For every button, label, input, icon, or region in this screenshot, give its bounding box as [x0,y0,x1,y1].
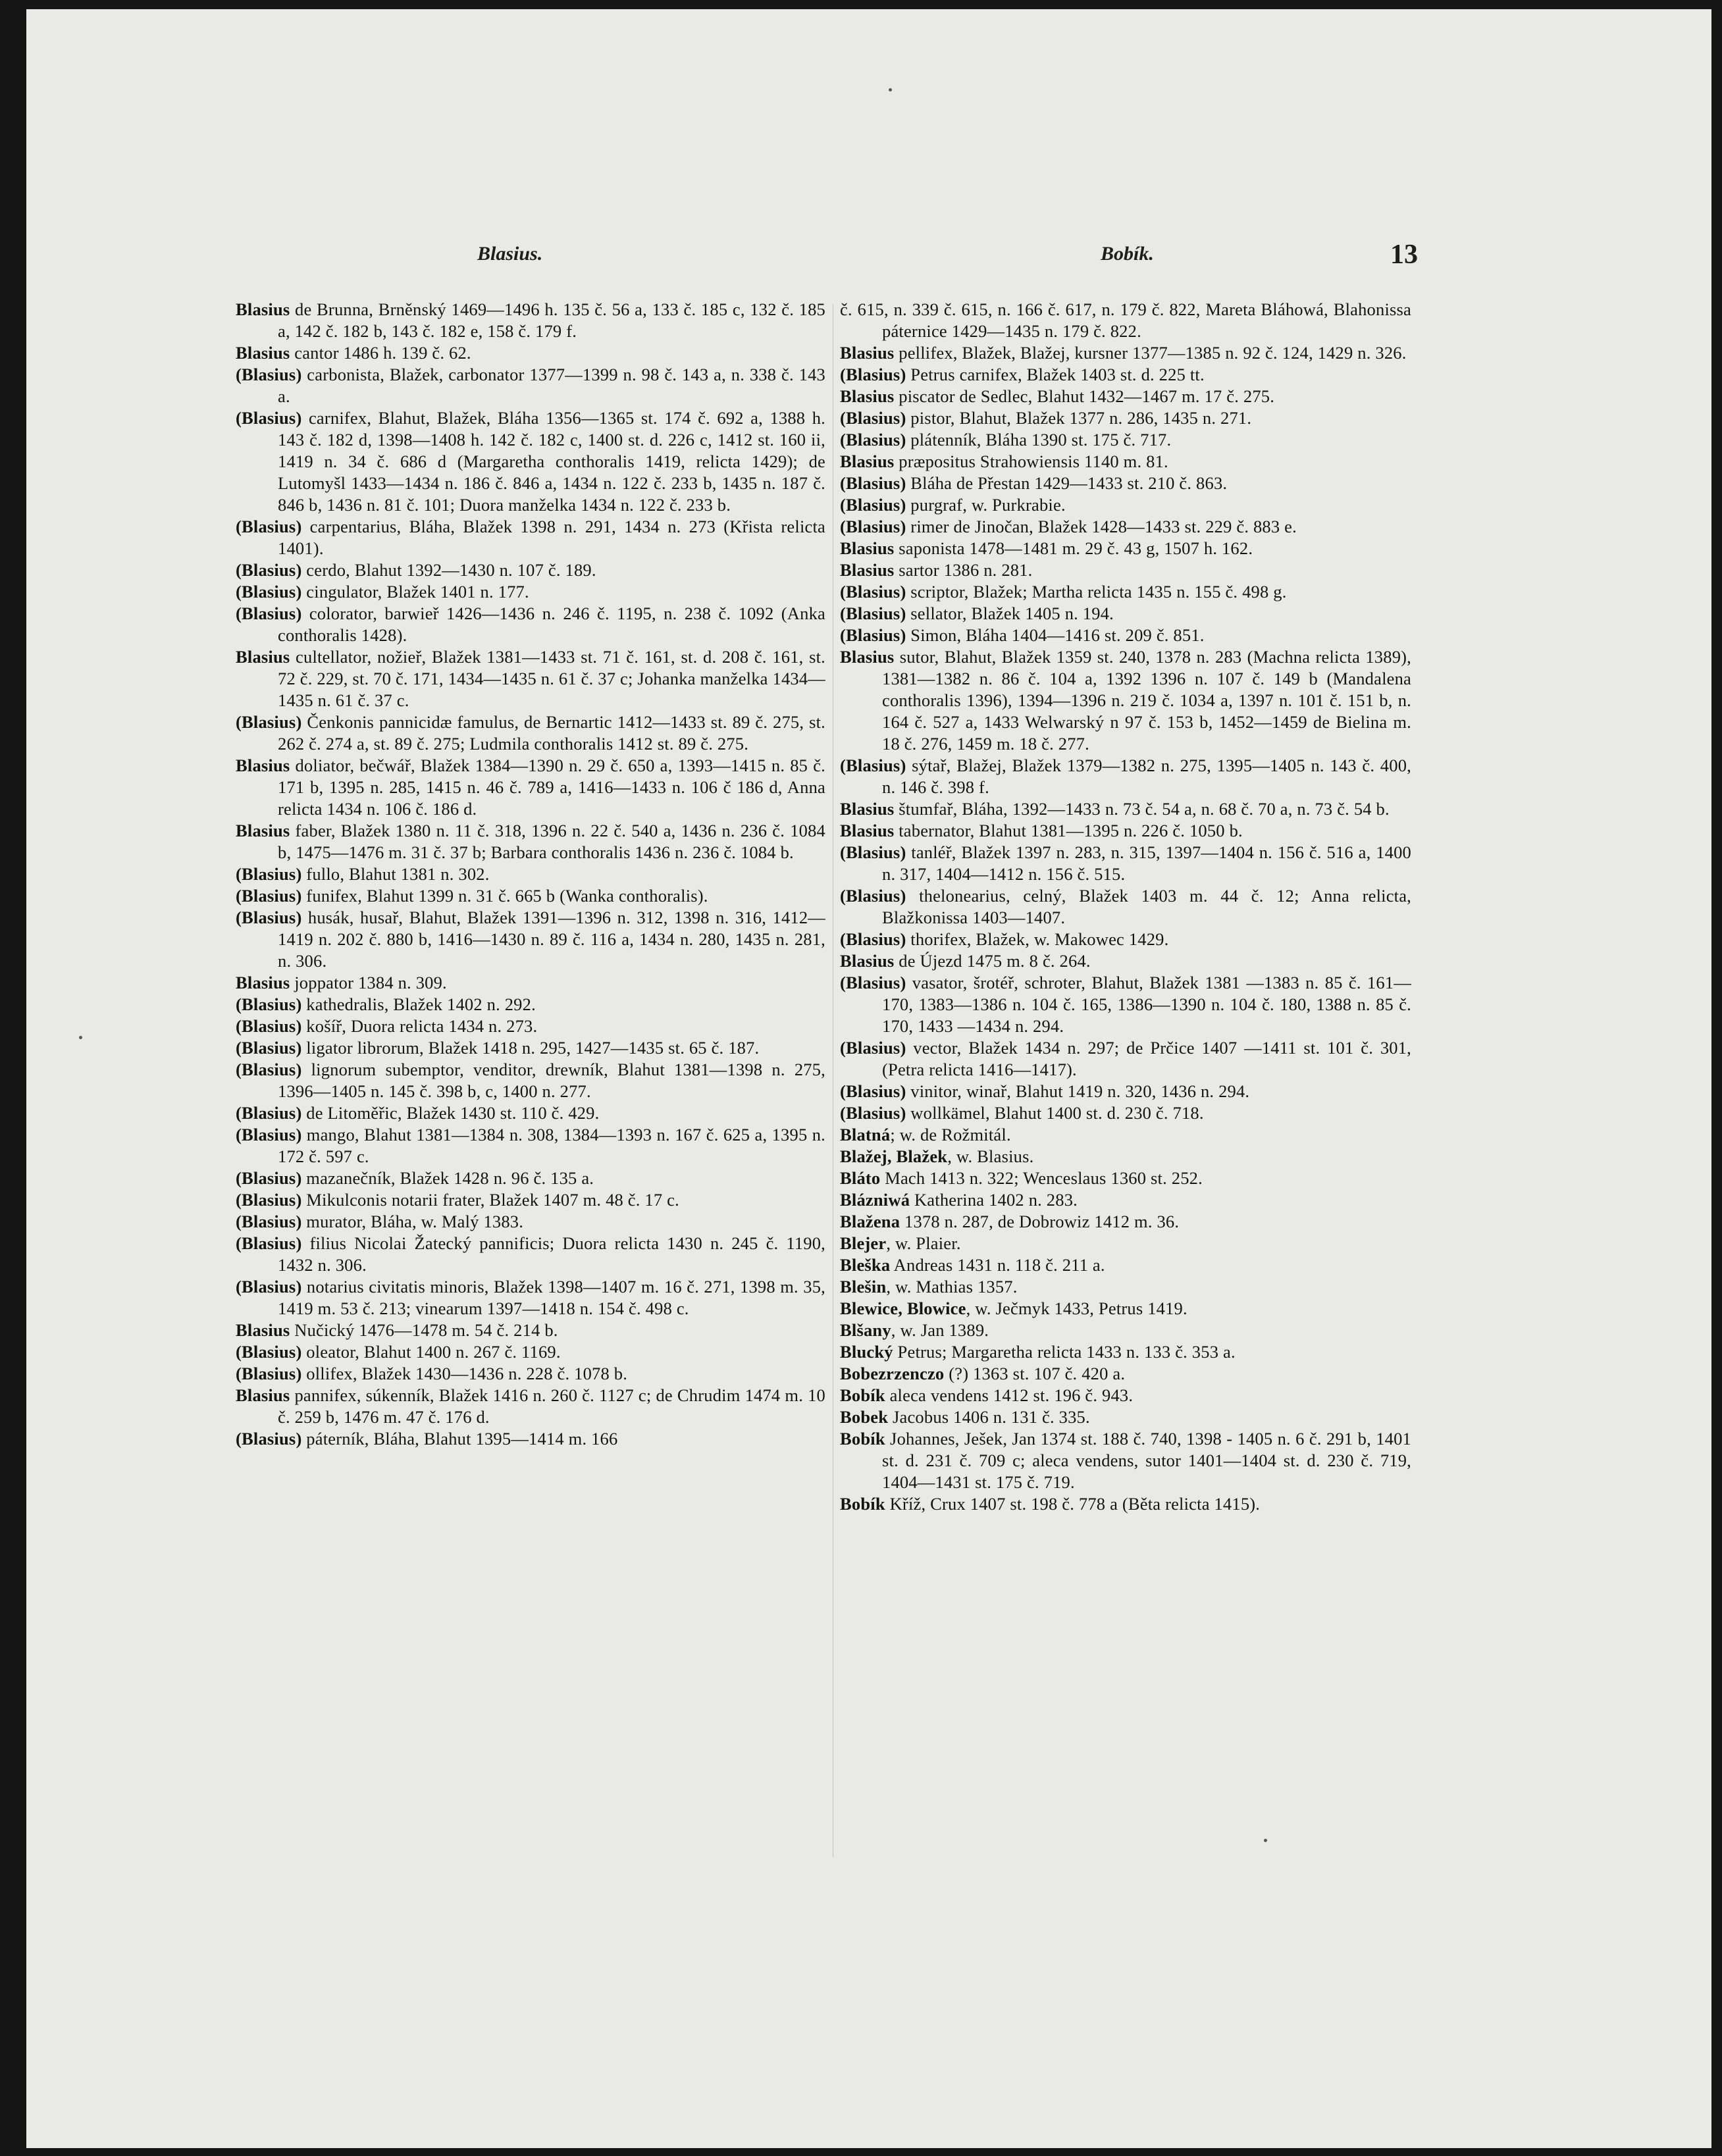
dictionary-entry [236,1059,825,1102]
dictionary-entry [840,429,1411,451]
dictionary-entry [840,798,1411,820]
entry-text: murator, Bláha, w. Malý 1383. [301,1212,524,1231]
entry-headword: (Blasius) [840,1038,906,1058]
entry-text: de Litoměřic, Blažek 1430 st. 110 č. 429. [301,1103,600,1123]
entry-headword: Blasius [236,973,290,992]
dictionary-entry [236,1211,825,1233]
entry-text: sartor 1386 n. 281. [894,560,1033,580]
entry-headword: (Blasius) [236,1060,302,1079]
entry-text: Mach 1413 n. 322; Wenceslaus 1360 st. 252. [880,1168,1203,1188]
dictionary-entry [840,646,1411,755]
entry-text: , w. Mathias 1357. [886,1277,1018,1296]
entry-headword: (Blasius) [840,603,906,623]
entry-headword: Bobek [840,1407,889,1427]
entry-headword: Blasius [236,299,290,319]
entry-headword: Blasius [236,647,290,667]
dictionary-entry [840,1341,1411,1363]
entry-headword: (Blasius) [236,1233,302,1253]
entry-text: funifex, Blahut 1399 n. 31 č. 665 b (Wanka conthoralis). [301,886,708,906]
entry-headword: (Blasius) [840,929,906,949]
entry-text: sýtař, Blažej, Blažek 1379—1382 n. 275, 1395—1405 n. 143 č. 400, n. 146 č. 398 f. [882,756,1411,797]
entry-headword: (Blasius) [840,1103,906,1123]
dictionary-entry [840,1146,1411,1168]
entry-headword: Blasius [840,343,895,363]
entry-headword: (Blasius) [236,908,302,927]
entry-headword: Bobík [840,1494,885,1514]
entry-headword: Bláto [840,1168,881,1188]
entry-headword: (Blasius) [840,756,906,775]
entry-text: thelonearius, celný, Blažek 1403 m. 44 č. 12; Anna relicta, Blažkonissa 1403—1407. [882,886,1411,927]
dictionary-entry [840,1189,1411,1211]
dictionary-entry [840,885,1411,929]
entry-text: Petrus carnifex, Blažek 1403 st. d. 225 tt. [906,365,1205,384]
entry-headword: Blucký [840,1342,893,1362]
entry-text: Bláha de Přestan 1429—1433 st. 210 č. 863. [906,473,1228,493]
entry-headword: Blasius [840,799,895,819]
entry-text: 1378 n. 287, de Dobrowiz 1412 m. 36. [900,1212,1180,1231]
entry-headword: Blasius [840,538,895,558]
entry-headword: (Blasius) [236,1016,302,1036]
header-center-title: Bobík. [1101,243,1154,265]
entry-headword: (Blasius) [236,408,302,428]
entry-headword: (Blasius) [236,1168,302,1188]
entry-headword: Bleška [840,1255,891,1275]
entry-text: , w. Plaier. [886,1233,961,1253]
dictionary-entry [840,625,1411,646]
entry-text: rimer de Jinočan, Blažek 1428—1433 st. 229 č. 883 e. [906,517,1297,536]
entry-text: carnifex, Blahut, Blažek, Bláha 1356—1365 st. 174 č. 692 a, 1388 h. 143 č. 182 d, 1398—1408 h. 142 č. 182 c, 1400 st. d. 226 c, 1412 st. 160 ii, 1419 n. 34 č. 686 d (Margaretha conthoralis 1419, relicta 1429); de Lutomyšl 1433—1434 n. 186 č. 846 a, 1434 n. 122 č. 233 b, 1435 n. 187 č. 846 b, 1436 n. 81 č. 101; Duora manželka 1434 n. 122 č. 233 b. [278,408,825,515]
entry-text: joppator 1384 n. 309. [290,973,447,992]
scan-speck [1264,1839,1267,1842]
dictionary-entry [236,755,825,820]
entry-text: vasator, šrotéř, schroter, Blahut, Blažek 1381 —1383 n. 85 č. 161—170, 1383—1386 n. 104 č. 165, 1386—1390 n. 104 č. 180, 1388 n. 85 č. 170, 1433 —1434 n. 294. [882,973,1411,1036]
entry-headword: (Blasius) [840,886,906,906]
entry-text: mango, Blahut 1381—1384 n. 308, 1384—1393 n. 167 č. 625 a, 1395 n. 172 č. 597 c. [278,1125,825,1166]
dictionary-entry [236,516,825,559]
entry-headword: Blasius [840,451,895,471]
entry-text: thorifex, Blažek, w. Makowec 1429. [906,929,1169,949]
dictionary-entry [840,1320,1411,1341]
entry-text: scriptor, Blažek; Martha relicta 1435 n. 155 č. 498 g. [906,582,1287,602]
entry-headword: (Blasius) [236,1190,302,1210]
right-column [840,299,1411,1515]
dictionary-entry [236,1015,825,1037]
entry-headword: Blasius [840,821,895,840]
entry-text: Mikulconis notarii frater, Blažek 1407 m. 48 č. 17 c. [301,1190,679,1210]
entry-text: præpositus Strahowiensis 1140 m. 81. [894,451,1168,471]
entry-headword: (Blasius) [236,1125,302,1144]
entry-headword: Blejer [840,1233,887,1253]
dictionary-entry [840,364,1411,386]
entry-text: tabernator, Blahut 1381—1395 n. 226 č. 1050 b. [894,821,1243,840]
entry-text: vinitor, winař, Blahut 1419 n. 320, 1436 n. 294. [906,1081,1250,1101]
dictionary-entry [840,559,1411,581]
entry-text: , w. Blasius. [947,1146,1034,1166]
page-number: 13 [1390,240,1418,270]
entry-text: oleator, Blahut 1400 n. 267 č. 1169. [301,1342,561,1362]
entry-headword: Blasius [236,1320,290,1340]
entry-headword: (Blasius) [236,1364,302,1383]
entry-text: ligator librorum, Blažek 1418 n. 295, 1427—1435 st. 65 č. 187. [301,1038,760,1058]
entry-headword: (Blasius) [840,408,906,428]
dictionary-entry [236,1363,825,1385]
entry-text: pistor, Blahut, Blažek 1377 n. 286, 1435 n. 271. [906,408,1252,428]
entry-text: cantor 1486 h. 139 č. 62. [290,343,471,363]
entry-headword: (Blasius) [236,886,302,906]
entry-text: plátenník, Bláha 1390 st. 175 č. 717. [906,430,1172,449]
entry-headword: (Blasius) [236,1429,302,1449]
dictionary-entry [236,863,825,885]
entry-headword: (Blasius) [236,365,302,384]
entry-headword: (Blasius) [236,1038,302,1058]
dictionary-entry [236,907,825,972]
dictionary-entry [840,494,1411,516]
dictionary-entry [840,538,1411,559]
entry-text: Kříž, Crux 1407 st. 198 č. 778 a (Běta relicta 1415). [885,1494,1261,1514]
dictionary-entry [236,1124,825,1168]
dictionary-entry [236,342,825,364]
entry-headword: (Blasius) [840,1081,906,1101]
dictionary-entry [840,299,1411,342]
entry-headword: (Blasius) [840,973,906,992]
dictionary-entry [840,1385,1411,1406]
dictionary-entry [236,1037,825,1059]
entry-text: husák, husař, Blahut, Blažek 1391—1396 n. 312, 1398 n. 316, 1412—1419 n. 202 č. 880 b, 1416—1430 n. 89 č. 116 a, 1434 n. 280, 1435 n. 281, n. 306. [278,908,825,971]
dictionary-entry [840,755,1411,798]
entry-text: wollkämel, Blahut 1400 st. d. 230 č. 718. [906,1103,1204,1123]
entry-text: košíř, Duora relicta 1434 n. 273. [301,1016,538,1036]
dictionary-entry [840,516,1411,538]
entry-text: , w. Jan 1389. [891,1320,989,1340]
entry-text: Andreas 1431 n. 118 č. 211 a. [890,1255,1105,1275]
dictionary-entry [236,299,825,342]
entry-text: sellator, Blažek 1405 n. 194. [906,603,1114,623]
entry-headword: Blažej, Blažek [840,1146,948,1166]
entry-text: , w. Ječmyk 1433, Petrus 1419. [966,1298,1187,1318]
entry-text: lignorum subemptor, venditor, drewník, Blahut 1381—1398 n. 275, 1396—1405 n. 145 č. 398 b, c, 1400 n. 277. [278,1060,825,1101]
entry-text: mazanečník, Blažek 1428 n. 96 č. 135 a. [301,1168,594,1188]
entry-headword: Blewice, Blowice [840,1298,966,1318]
dictionary-entry [236,885,825,907]
entry-headword: (Blasius) [840,842,906,862]
entry-text: fullo, Blahut 1381 n. 302. [301,864,490,884]
dictionary-entry [840,1493,1411,1515]
entry-headword: Blatná [840,1125,891,1144]
entry-headword: Blasius [840,647,895,667]
dictionary-entry [236,581,825,603]
dictionary-entry [840,950,1411,972]
entry-headword: Blasius [236,343,290,363]
entry-headword: Blšany [840,1320,891,1340]
entry-headword: (Blasius) [840,473,906,493]
entry-text: štumfař, Bláha, 1392—1433 n. 73 č. 54 a, n. 68 č. 70 a, n. 73 č. 54 b. [894,799,1390,819]
entry-headword: Blasius [840,560,895,580]
dictionary-entry [236,711,825,755]
entry-text: ; w. de Rožmitál. [890,1125,1011,1144]
entry-headword: (Blasius) [236,994,302,1014]
dictionary-entry [840,1124,1411,1146]
running-header [26,240,1711,282]
entry-headword: (Blasius) [236,582,302,602]
entry-headword: Blázniwá [840,1190,910,1210]
dictionary-entry [236,559,825,581]
dictionary-entry [236,1276,825,1320]
dictionary-entry [840,1102,1411,1124]
entry-text: Simon, Bláha 1404—1416 st. 209 č. 851. [906,625,1205,645]
entry-text: cingulator, Blažek 1401 n. 177. [301,582,529,602]
entry-headword: (Blasius) [236,560,302,580]
entry-headword: Blažena [840,1212,900,1231]
dictionary-entry [236,1168,825,1189]
entry-headword: (Blasius) [840,430,906,449]
dictionary-entry [840,473,1411,494]
entry-text: ollifex, Blažek 1430—1436 n. 228 č. 1078 b. [301,1364,628,1383]
scan-speck [79,1036,82,1039]
dictionary-entry [840,1081,1411,1102]
dictionary-entry [840,1276,1411,1298]
entry-text: Nučický 1476—1478 m. 54 č. 214 b. [290,1320,558,1340]
dictionary-entry [840,386,1411,407]
dictionary-entry [840,1428,1411,1493]
dictionary-entry [236,972,825,994]
dictionary-entry [236,1233,825,1276]
entry-text: colorator, barwieř 1426—1436 n. 246 č. 1195, n. 238 č. 1092 (Anka conthoralis 1428). [278,603,825,645]
header-left-title: Blasius. [477,243,543,265]
dictionary-entry [840,451,1411,473]
entry-headword: Blešin [840,1277,887,1296]
entry-headword: (Blasius) [236,712,302,732]
entry-text: carpentarius, Bláha, Blažek 1398 n. 291, 1434 n. 273 (Křista relicta 1401). [278,517,825,558]
dictionary-entry [840,407,1411,429]
entry-text: doliator, bečwář, Blažek 1384—1390 n. 29 č. 650 a, 1393—1415 n. 85 č. 171 b, 1395 n. 285, 1415 n. 46 č. 789 a, 1416—1433 n. 106 č 186 d, Anna relicta 1434 n. 106 č. 186 d. [278,756,825,819]
entry-text: pellifex, Blažek, Blažej, kursner 1377—1385 n. 92 č. 124, 1429 n. 326. [894,343,1407,363]
dictionary-entry [236,1385,825,1428]
entry-text: carbonista, Blažek, carbonator 1377—1399 n. 98 č. 143 a, n. 338 č. 143 a. [278,365,825,406]
entry-headword: (Blasius) [236,1103,302,1123]
entry-text: páterník, Bláha, Blahut 1395—1414 m. 166 [301,1429,618,1449]
entry-text: kathedralis, Blažek 1402 n. 292. [301,994,536,1014]
entry-headword: Blasius [840,386,895,406]
entry-headword: Blasius [840,951,895,971]
entry-text: de Brunna, Brněnský 1469—1496 h. 135 č. 56 a, 133 č. 185 c, 132 č. 185 a, 142 č. 182 b, 143 č. 182 e, 158 č. 179 f. [278,299,825,341]
entry-text: pannifex, súkenník, Blažek 1416 n. 260 č. 1127 c; de Chrudim 1474 m. 10 č. 259 b, 1476 m. 47 č. 176 d. [278,1385,825,1427]
dictionary-entry [236,1341,825,1363]
entry-headword: Blasius [236,1385,290,1405]
entry-headword: (Blasius) [840,582,906,602]
scan-speck [889,88,892,91]
dictionary-entry [236,407,825,516]
entry-text: Johannes, Ješek, Jan 1374 st. 188 č. 740, 1398 - 1405 n. 6 č. 291 b, 1401 st. d. 231 č. 709 c; aleca vendens, sutor 1401—1404 st. d. 230 č. 719, 1404—1431 st. 175 č. 719. [882,1429,1411,1492]
entry-text: purgraf, w. Purkrabie. [906,495,1066,515]
dictionary-entry [840,1168,1411,1189]
dictionary-entry [840,1406,1411,1428]
dictionary-entry [236,1428,825,1450]
entry-headword: (Blasius) [840,517,906,536]
entry-text: Čenkonis pannicidæ famulus, de Bernartic 1412—1433 st. 89 č. 275, st. 262 č. 274 a, st. 89 č. 275; Ludmila conthoralis 1412 st. 89 č. 275. [278,712,825,754]
entry-text: faber, Blažek 1380 n. 11 č. 318, 1396 n. 22 č. 540 a, 1436 n. 236 č. 1084 b, 1475—1476 m. 31 č. 37 b; Barbara conthoralis 1436 n. 236 č. 1084 b. [278,821,825,862]
entry-text: Jacobus 1406 n. 131 č. 335. [888,1407,1090,1427]
entry-text: de Újezd 1475 m. 8 č. 264. [894,951,1091,971]
dictionary-entry [236,603,825,646]
dictionary-entry [840,1363,1411,1385]
dictionary-entry [236,646,825,711]
entry-headword: (Blasius) [236,1277,302,1296]
entry-headword: (Blasius) [236,864,302,884]
dictionary-entry [840,603,1411,625]
entry-headword: Bobík [840,1429,885,1449]
dictionary-entry [840,929,1411,950]
entry-headword: (Blasius) [840,365,906,384]
entry-headword: Blasius [236,821,290,840]
dictionary-entry [840,1211,1411,1233]
left-column [236,299,825,1450]
entry-text: filius Nicolai Žatecký pannificis; Duora relicta 1430 n. 245 č. 1190, 1432 n. 306. [278,1233,825,1275]
entry-text: notarius civitatis minoris, Blažek 1398—1407 m. 16 č. 271, 1398 m. 35, 1419 m. 53 č. 213; vinearum 1397—1418 n. 154 č. 498 c. [278,1277,825,1318]
dictionary-entry [840,1233,1411,1254]
entry-headword: Bobezrzenczo [840,1364,945,1383]
entry-headword: (Blasius) [236,603,302,623]
entry-text: aleca vendens 1412 st. 196 č. 943. [885,1385,1134,1405]
dictionary-entry [840,581,1411,603]
dictionary-entry [236,364,825,407]
entry-text: piscator de Sedlec, Blahut 1432—1467 m. 17 č. 275. [894,386,1275,406]
entry-headword: Bobík [840,1385,885,1405]
entry-headword: (Blasius) [840,625,906,645]
entry-text: (?) 1363 st. 107 č. 420 a. [944,1364,1126,1383]
dictionary-entry [236,1189,825,1211]
dictionary-entry [840,820,1411,842]
entry-text: Katherina 1402 n. 283. [910,1190,1078,1210]
dictionary-entry [236,1102,825,1124]
entry-headword: (Blasius) [236,1212,302,1231]
entry-text: č. 615, n. 339 č. 615, n. 166 č. 617, n. 179 č. 822, Mareta Bláhowá, Blahonissa páternice 1429—1435 n. 179 č. 822. [840,299,1411,341]
dictionary-entry [236,820,825,863]
entry-headword: (Blasius) [236,1342,302,1362]
entry-headword: (Blasius) [840,495,906,515]
dictionary-entry [840,1298,1411,1320]
entry-text: vector, Blažek 1434 n. 297; de Prčice 1407 —1411 st. 101 č. 301, (Petra relicta 1416—1417). [882,1038,1411,1079]
scanned-page [26,9,1711,2148]
entry-text: Petrus; Margaretha relicta 1433 n. 133 č. 353 a. [893,1342,1236,1362]
entry-text: cerdo, Blahut 1392—1430 n. 107 č. 189. [301,560,596,580]
entry-text: cultellator, nožieř, Blažek 1381—1433 st. 71 č. 161, st. d. 208 č. 161, st. 72 č. 229, st. 70 č. 171, 1434—1435 n. 61 č. 37 c; Johanka manželka 1434—1435 n. 61 č. 37 c. [278,647,825,710]
dictionary-entry [840,842,1411,885]
dictionary-entry [236,994,825,1015]
entry-headword: Blasius [236,756,290,775]
dictionary-entry [840,972,1411,1037]
entry-text: sutor, Blahut, Blažek 1359 st. 240, 1378 n. 283 (Machna relicta 1389), 1381—1382 n. 86 č. 104 a, 1392 1396 n. 107 č. 149 b (Mandalena conthoralis 1396), 1394—1396 n. 219 č. 1034 a, 1397 n. 101 č. 151 b, n. 164 č. 527 a, 1433 Welwarský n 97 č. 153 b, 1452—1459 de Bielina m. 18 č. 276, 1459 m. 18 č. 277. [882,647,1411,754]
entry-text: saponista 1478—1481 m. 29 č. 43 g, 1507 h. 162. [894,538,1253,558]
dictionary-entry [236,1320,825,1341]
entry-text: tanléř, Blažek 1397 n. 283, n. 315, 1397—1404 n. 156 č. 516 a, 1400 n. 317, 1404—1412 n. 156 č. 515. [882,842,1411,884]
entry-headword: (Blasius) [236,517,302,536]
dictionary-entry [840,342,1411,364]
dictionary-entry [840,1254,1411,1276]
dictionary-entry [840,1037,1411,1081]
